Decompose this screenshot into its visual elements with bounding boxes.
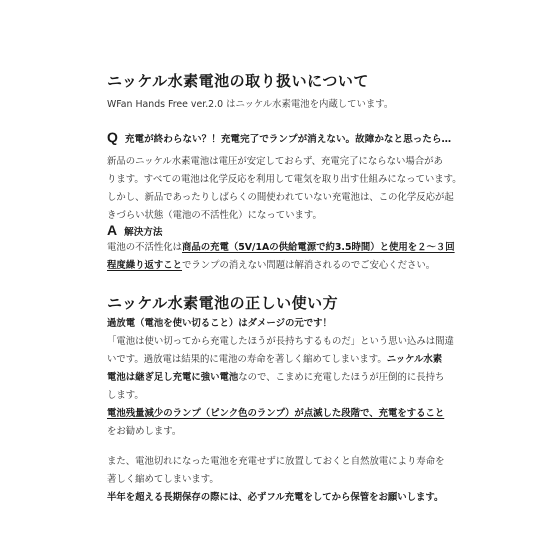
lead-bold: 過放電（電池を使い切ること）はダメージの元です！ [107,318,332,329]
usage-line-6 [107,407,444,421]
usage-line-4-rest: なので、こまめに充電したほうが圧倒的に長持ち [238,372,445,383]
usage-line: 「電池は使い切ってから充電したほうが長持ちするものだ」という思い込みは間違 [107,336,454,347]
usage-line-5: します。 [107,390,144,401]
answer-title: 解決方法 [124,227,163,238]
question-row [107,129,451,145]
answer-mark-label: A [107,222,118,238]
usage-line-6-bold: 電池残量減少のランプ（ピンク色のランプ）が点滅した段階で、充電をすること [107,408,445,419]
usage-line-2-text: いです。過放電は結果的に電池の寿命を著しく縮めてしまいます。 [107,354,387,365]
body-line: 新品のニッケル水素電池は電圧が安定しておらず、充電完了にならない場合があ [107,156,443,167]
body-line: きづらい状態（電池の不活性化）になっています。 [107,210,322,221]
answer-line-1-bold: 商品の充電（5V/1Aの供給電源で約3.5時間）と使用を２～３回 [182,242,455,253]
lead-line [107,317,332,331]
section-title-handling: ニッケル水素電池の取り扱いについて [107,72,369,90]
section-title-usage: ニッケル水素電池の正しい使い方 [107,294,339,312]
usage-line-3-bold: ニッケル水素 [386,354,443,365]
last-bold: 半年を超える長期保存の際には、必ずフル充電をしてから保管をお願いします。 [107,492,444,503]
body-line: しかし、新品であったりしばらくの間使われていない充電池は、この化学反応が起 [107,192,454,203]
question-text: 充電が終わらない？！充電完了でランプが消えない。故障かなと思ったら… [124,134,452,145]
answer-row [107,222,163,238]
answer-line-2-rest: でランプの消えない問題は解消されるのでご安心ください。 [182,260,436,271]
answer-line-1-pre: 電池の不活性化は [107,242,183,253]
para2-line: また、電池切れになった電池を充電せずに放置しておくと自然放電により寿命を [107,456,445,467]
answer-line-1 [107,241,455,255]
question-mark-label: Q [107,129,118,145]
body-line: ります。すべての電池は化学反応を利用して電気を取り出す仕組みになっています。 [107,174,462,185]
answer-line-2 [107,259,435,273]
usage-line-4-bold: 電池は継ぎ足し充電に強い電池 [107,372,239,383]
usage-line-2 [107,353,442,367]
para2-line: 著しく縮めてしまいます。 [107,474,219,485]
answer-line-2-bold: 程度繰り返すこと [107,260,183,271]
usage-line-4 [107,371,444,385]
last-line [107,491,443,505]
intro-text: WFan Hands Free ver.2.0 はニッケル水素電池を内蔵しています。 [107,99,394,110]
usage-line-7: をお勧めします。 [107,426,182,437]
